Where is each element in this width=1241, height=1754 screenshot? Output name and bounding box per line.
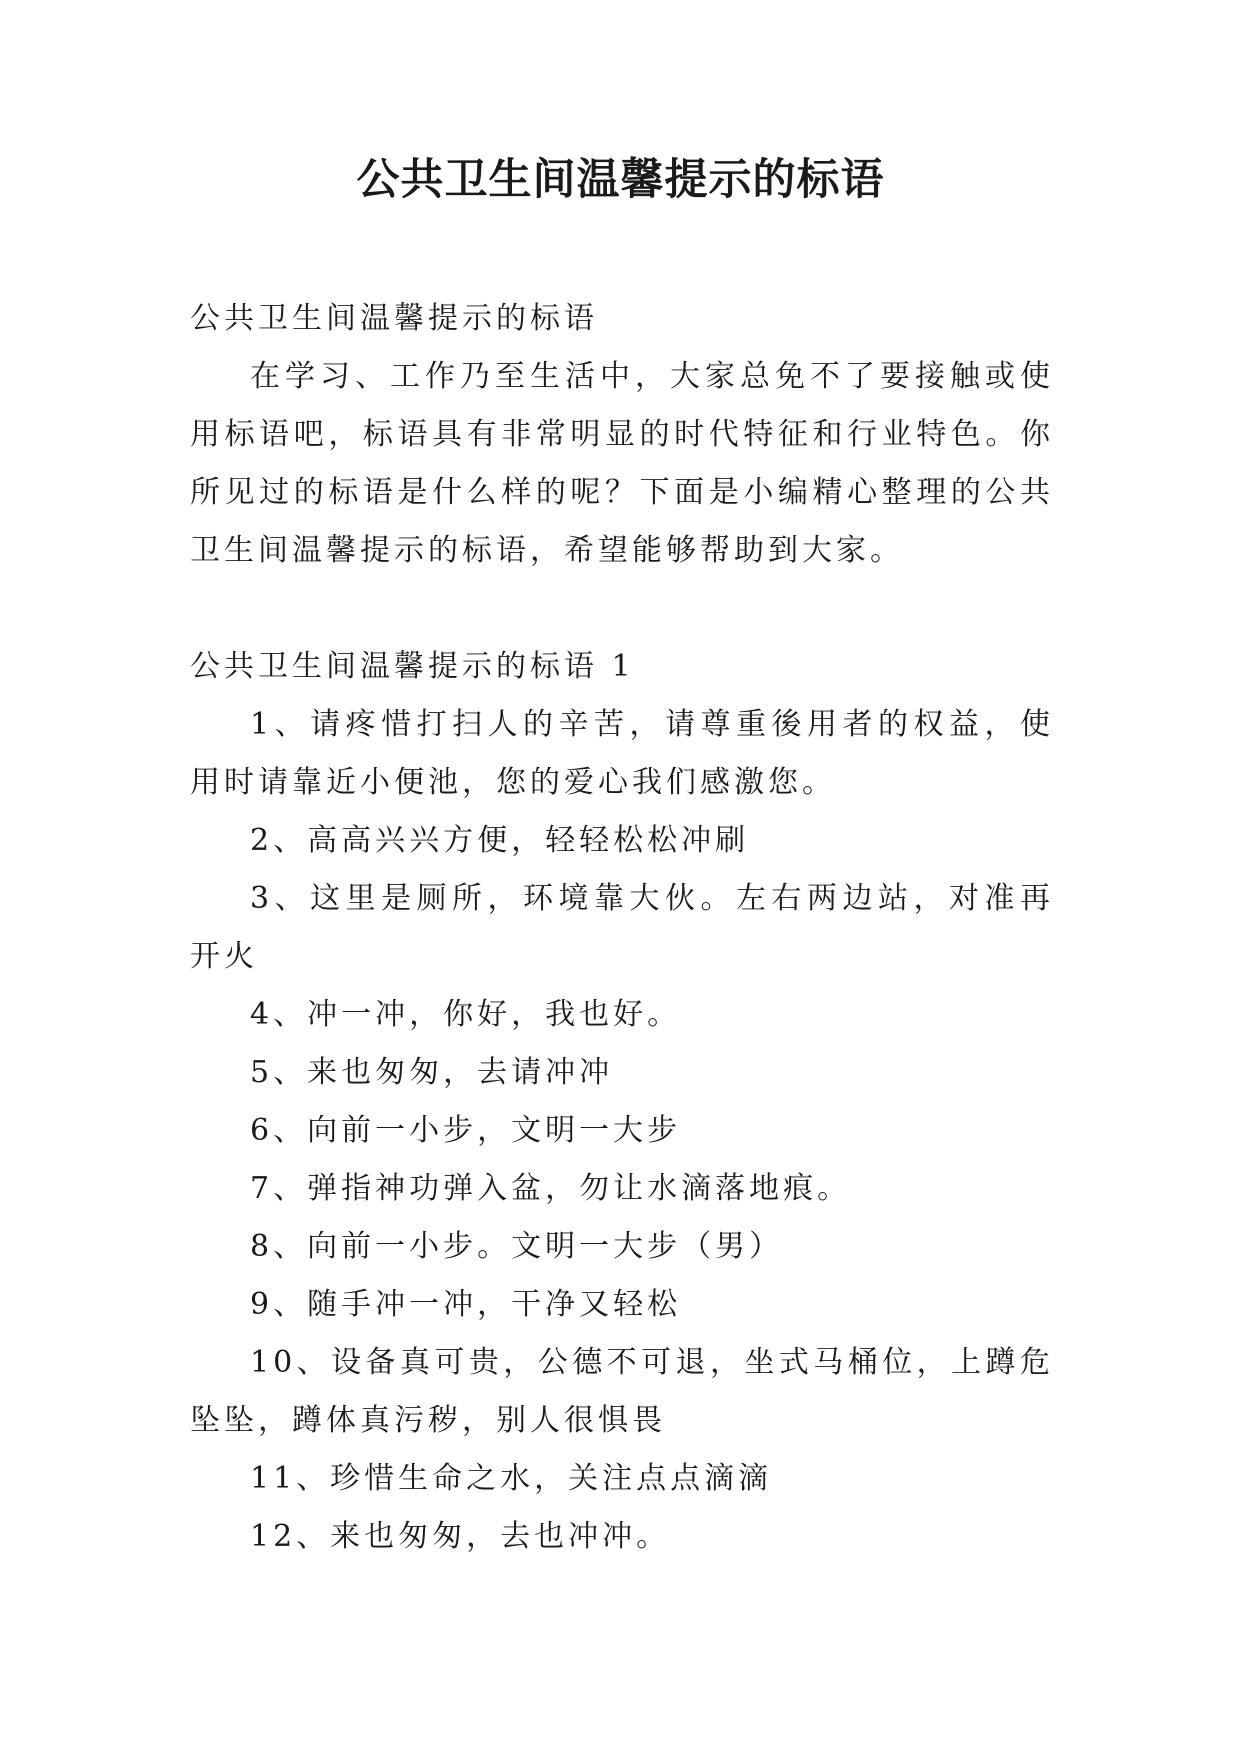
slogan-item: 3、这里是厕所，环境靠大伙。左右两边站，对准再开火 [190, 881, 1054, 974]
slogan-item: 12、来也匆匆，去也冲冲。 [250, 1519, 671, 1554]
document-subtitle: 公共卫生间温馨提示的标语 [190, 301, 598, 336]
document-body [190, 290, 1054, 1566]
slogan-item: 7、弹指神功弹入盆，勿让水滴落地痕。 [250, 1171, 852, 1206]
section-heading: 公共卫生间温馨提示的标语 1 [190, 649, 635, 684]
slogan-item: 5、来也匆匆，去请冲冲 [250, 1055, 614, 1090]
slogan-item: 6、向前一小步，文明一大步 [250, 1113, 682, 1148]
intro-paragraph: 在学习、工作乃至生活中，大家总免不了要接触或使用标语吧，标语具有非常明显的时代特征和行业特色。你所见过的标语是什么样的呢？下面是小编精心整理的公共卫生间温馨提示的标语，希望能够帮助到大家。 [190, 359, 1054, 568]
slogan-item: 8、向前一小步。文明一大步（男） [250, 1229, 784, 1264]
slogan-item: 9、随手冲一冲，干净又轻松 [250, 1287, 682, 1322]
slogan-item: 1、请疼惜打扫人的辛苦，请尊重後用者的权益，使用时请靠近小便池，您的爱心我们感激您。 [190, 707, 1054, 800]
document-title: 公共卫生间温馨提示的标语 [356, 155, 885, 205]
slogan-item: 11、珍惜生命之水，关注点点滴滴 [250, 1461, 773, 1496]
slogan-item: 10、设备真可贵，公德不可退，坐式马桶位，上蹲危坠坠，蹲体真污秽，别人很惧畏 [190, 1345, 1054, 1438]
slogan-item: 2、高高兴兴方便，轻轻松松冲刷 [250, 823, 750, 858]
slogan-item: 4、冲一冲，你好，我也好。 [250, 997, 682, 1032]
